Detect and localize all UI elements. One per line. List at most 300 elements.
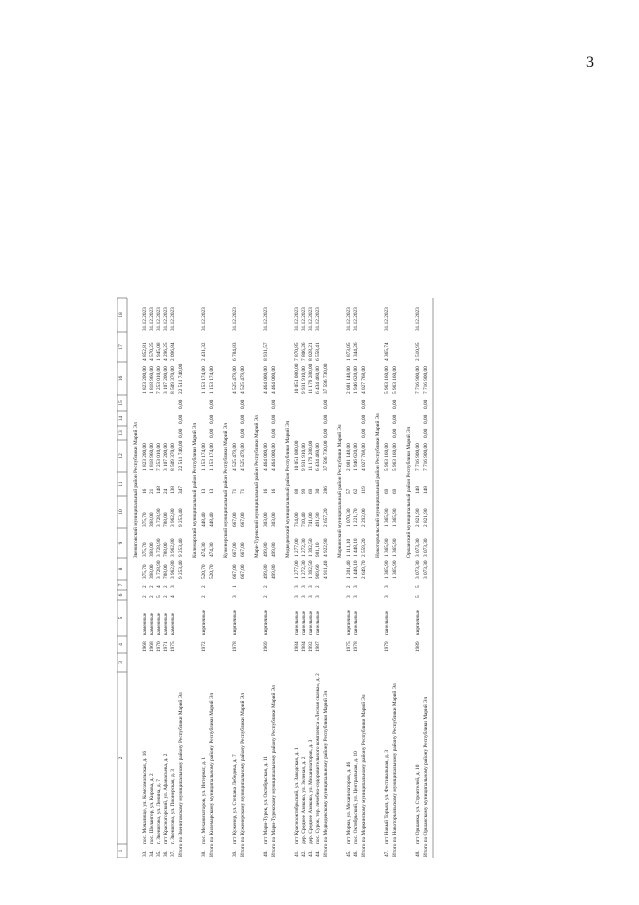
- column-header: 8: [118, 567, 124, 571]
- row-address: пгт Оршанка, ул. Строителей, д. 10: [415, 764, 421, 844]
- row-floors: 3: [294, 595, 300, 598]
- total-area: 667,00: [240, 564, 246, 579]
- row-entrances: 2: [315, 585, 321, 588]
- total-cost: 4 027 768,00: [361, 443, 367, 471]
- column-header: 3: [118, 661, 124, 664]
- row-floors: 3: [384, 595, 390, 598]
- column-header: 4: [118, 643, 124, 646]
- row-unit-cost: 4 296,25: [163, 342, 169, 361]
- row-deadline: 31.12.2023: [308, 307, 314, 331]
- row-cost-regional: 6 434 460,00: [315, 366, 321, 394]
- total-zero: 0,00: [209, 414, 215, 424]
- row-unit-cost: 4 365,74: [384, 342, 390, 361]
- row-area-residential: 3 962,80: [170, 508, 176, 527]
- row-number: 33.: [142, 850, 148, 857]
- row-entrances: 2: [149, 585, 155, 588]
- row-floors: 2: [263, 595, 269, 598]
- total-residents: 148: [423, 486, 429, 494]
- row-deadline: 31.12.2023: [315, 307, 321, 331]
- row-entrances: 5: [415, 585, 421, 588]
- column-header: 9: [118, 541, 124, 545]
- total-zero: 0,00: [323, 428, 329, 438]
- row-floors: 3: [346, 595, 352, 598]
- row-total-area: 667,00: [232, 564, 238, 579]
- row-wall-material: панельные: [384, 610, 390, 635]
- row-floors: 3: [353, 595, 359, 598]
- row-unit-cost: 4 852,81: [142, 342, 148, 361]
- total-zero: 0,00: [178, 414, 184, 424]
- row-total-area: 1 448,10: [353, 560, 359, 579]
- row-number: 43.: [308, 850, 314, 857]
- row-year: 1992: [308, 641, 314, 652]
- row-wall-material: кирпичные: [232, 609, 238, 635]
- column-header: 7: [118, 583, 124, 587]
- row-address: пгт Красногорский, ул. Афанасьева, д. 2: [163, 753, 169, 844]
- row-cost: 11 179 280,00: [308, 440, 314, 471]
- row-number: 34.: [149, 850, 155, 857]
- row-wall-material: панельные: [315, 610, 321, 635]
- row-residents: 30: [315, 488, 321, 494]
- row-address: пгт Мари-Турек, ул. Октябрьская, д. 11: [263, 756, 269, 844]
- row-cost-regional: 10 051 080,00: [294, 363, 300, 394]
- total-residents: 69: [392, 488, 398, 494]
- region-heading: Новоторъяльский муниципальный район Республики Марий Эл: [375, 413, 381, 558]
- total-residents: 286: [323, 486, 329, 494]
- total-zero: 0,00: [392, 414, 398, 424]
- row-unit-cost: 4 570,25: [149, 342, 155, 361]
- row-deadline: 31.12.2023: [294, 307, 300, 331]
- row-residents: 138: [170, 486, 176, 494]
- row-year: 1975: [346, 641, 352, 652]
- row-entrances: 3: [384, 585, 390, 588]
- total-cost: 7 716 900,00: [423, 443, 429, 471]
- rotated-table: [117, 70, 517, 858]
- row-cost: 7 716 900,00: [415, 443, 421, 471]
- column-header: 18: [118, 312, 124, 318]
- total-cost: 4 464 000,00: [271, 443, 277, 471]
- row-deadline: 31.12.2023: [353, 307, 359, 331]
- row-area-residential: 303,00: [263, 512, 269, 527]
- total-label: Итого по Звениговскому муниципальному району Республики Марий Эл: [178, 692, 184, 857]
- row-wall-material: каменные: [149, 612, 155, 635]
- row-wall-material: панельные: [294, 610, 300, 635]
- row-wall-material: панельные: [308, 610, 314, 635]
- row-area-premises: 788,00: [163, 542, 169, 557]
- total-area-residential: 2 657,20: [323, 508, 329, 527]
- row-total-area: 3 728,90: [156, 560, 162, 579]
- row-number: 46.: [353, 850, 359, 857]
- total-cost-regional: 5 963 160,00: [392, 366, 398, 394]
- row-residents: 13: [201, 488, 207, 494]
- total-zero: 0,00: [423, 428, 429, 438]
- column-header: 11: [118, 481, 124, 487]
- total-area: 2 649,70: [361, 560, 367, 579]
- row-number: 47.: [384, 850, 390, 857]
- total-area-residential: 9 253,40: [178, 508, 184, 527]
- row-unit-cost: 8 931,57: [263, 342, 269, 361]
- row-total-area: 1 201,40: [346, 560, 352, 579]
- row-area-residential: 1 070,30: [346, 508, 352, 527]
- column-header: 6: [118, 593, 124, 597]
- row-address: пос. Механизаторов, ул. Интернат, д. 1: [201, 756, 207, 844]
- row-address: пгт Куженер, ул. Степана Лебедева, д. 7: [232, 754, 238, 844]
- row-year: 1968: [149, 641, 155, 652]
- row-wall-material: кирпичные: [201, 609, 207, 635]
- row-number: 41.: [294, 850, 300, 857]
- row-cost-regional: 11 179 280,00: [308, 363, 314, 394]
- row-area-premises: 1 365,90: [384, 538, 390, 557]
- row-wall-material: каменные: [156, 612, 162, 635]
- row-deadline: 31.12.2023: [163, 307, 169, 331]
- row-unit-cost: 8 028,21: [308, 342, 314, 361]
- row-residents: 62: [353, 488, 359, 494]
- row-total-area: 398,00: [149, 564, 155, 579]
- row-area-premises: 375,70: [142, 542, 148, 557]
- row-year: 1970: [156, 641, 162, 652]
- row-total-area: 969,60: [315, 564, 321, 579]
- row-area-premises: 3 728,90: [156, 538, 162, 557]
- row-year: 1968: [142, 641, 148, 652]
- total-cost-regional: 37 596 730,00: [323, 363, 329, 394]
- row-deadline: 31.12.2023: [415, 307, 421, 331]
- column-header: 1: [118, 849, 124, 853]
- page-number: 3: [586, 54, 594, 71]
- row-area-residential: 3 728,90: [156, 508, 162, 527]
- row-area-premises: 1 448,10: [353, 538, 359, 557]
- row-residents: 57: [346, 488, 352, 494]
- row-year: 1979: [384, 641, 390, 652]
- row-area-premises: 499,80: [263, 542, 269, 557]
- row-number: 35.: [156, 850, 162, 857]
- row-entrances: 3: [308, 585, 314, 588]
- row-wall-material: панельные: [301, 610, 307, 635]
- total-label: Итого по Мари-Турекскому муниципальному району Республики Марий Эл: [271, 685, 277, 857]
- row-residents: 148: [156, 486, 162, 494]
- row-address: пгт Морки, ул. Механизаторов, д. 46: [346, 761, 352, 844]
- row-cost-regional: 8 509 370,00: [170, 366, 176, 394]
- row-deadline: 31.12.2023: [149, 307, 155, 331]
- total-zero: 0,00: [209, 428, 215, 438]
- row-entrances: 3: [294, 585, 300, 588]
- row-deadline: 31.12.2023: [384, 307, 390, 331]
- row-cost: 10 051 080,00: [294, 440, 300, 471]
- row-area-residential: 710,40: [301, 512, 307, 527]
- total-label: Итого по Новоторъяльскому муниципальному району Республики Марий Эл: [392, 683, 398, 857]
- row-area-premises: 474,30: [201, 542, 207, 557]
- total-zero: 0,00: [209, 399, 215, 409]
- row-area-premises: 1 392,50: [308, 538, 314, 557]
- row-area-residential: 714,00: [294, 512, 300, 527]
- total-area: 1 365,90: [392, 560, 398, 579]
- total-area-premises: 2 559,20: [361, 538, 367, 557]
- row-cost: 7 253 010,00: [156, 443, 162, 471]
- total-cost-regional: 1 153 174,00: [209, 366, 215, 394]
- row-entrances: 3: [301, 585, 307, 588]
- row-unit-cost: 2 510,95: [415, 342, 421, 361]
- row-residents: 71: [232, 488, 238, 494]
- total-label: Итого по Оршанскому муниципальному району Республики Марий Эл: [423, 696, 429, 857]
- row-cost-regional: 1 153 174,00: [201, 366, 207, 394]
- total-area-residential: 2 292,00: [361, 508, 367, 527]
- row-residents: 24: [163, 488, 169, 494]
- total-cost-regional: 7 716 900,00: [423, 366, 429, 394]
- row-residents: 69: [384, 488, 390, 494]
- total-area-premises: 474,30: [209, 542, 215, 557]
- row-number: 44.: [315, 850, 321, 857]
- total-zero: 0,00: [392, 428, 398, 438]
- total-residents: 16: [271, 488, 277, 494]
- row-total-area: 499,80: [263, 564, 269, 579]
- row-floors: 5: [415, 595, 421, 598]
- total-label: Итого по Моркинскому муниципальному району Республики Марий Эл: [361, 694, 367, 857]
- row-floors: 5: [156, 595, 162, 598]
- total-zero: 0,00: [240, 399, 246, 409]
- total-label: Итого по Килемарскому муниципальному району Республики Марий Эл: [209, 692, 215, 857]
- row-cost-regional: 9 931 910,00: [301, 366, 307, 394]
- row-number: 39.: [232, 850, 238, 857]
- row-number: 38.: [201, 850, 207, 857]
- row-deadline: 31.12.2023: [263, 307, 269, 331]
- row-address: пос. Шелангер, ул. Кирова, д. 2: [149, 773, 155, 844]
- row-area-premises: 1 272,30: [301, 538, 307, 557]
- row-floors: 3: [232, 595, 238, 598]
- total-label: Итого по Куженерскому муниципальному району Республики Марий Эл: [240, 693, 246, 857]
- row-area-residential: 375,70: [142, 512, 148, 527]
- region-heading: Мари-Турекский муниципальный район Республики Марий Эл: [254, 415, 260, 558]
- row-unit-cost: 1 344,26: [353, 342, 359, 361]
- total-cost: 37 596 730,00: [323, 440, 329, 471]
- row-address: дер. Среднее Азяково, ул. Зеленая, д. 2: [301, 756, 307, 844]
- row-floors: 4: [170, 595, 176, 598]
- row-year: 1978: [232, 641, 238, 652]
- row-floors: 2: [163, 595, 169, 598]
- row-deadline: 31.12.2023: [232, 307, 238, 331]
- row-area-premises: 3 962,80: [170, 538, 176, 557]
- row-year: 1975: [170, 641, 176, 652]
- total-cost-regional: 4 027 768,00: [361, 366, 367, 394]
- row-entrances: 2: [263, 585, 269, 588]
- total-zero: 0,00: [361, 399, 367, 409]
- row-address: г. Звенигово, ул. Ленина, д. 7: [156, 779, 162, 844]
- row-entrances: 1: [232, 585, 238, 588]
- total-zero: 0,00: [178, 428, 184, 438]
- row-cost: 8 509 370,00: [170, 443, 176, 471]
- row-deadline: 31.12.2023: [201, 307, 207, 331]
- row-cost-regional: 7 253 010,00: [156, 366, 162, 394]
- column-header: 14: [118, 415, 124, 422]
- column-header: 17: [118, 344, 124, 350]
- total-area-residential: 448,40: [209, 512, 215, 527]
- total-residents: 13: [209, 488, 215, 494]
- row-residents: 88: [294, 488, 300, 494]
- total-cost-regional: 22 511 740,00: [178, 363, 184, 394]
- total-cost: 22 511 740,00: [178, 440, 184, 471]
- row-year: 1971: [163, 641, 169, 652]
- total-area-residential: 667,00: [240, 512, 246, 527]
- row-cost-regional: 1 946 620,00: [353, 366, 359, 394]
- row-unit-cost: 1 945,08: [156, 342, 162, 361]
- row-year: 1969: [263, 641, 269, 652]
- row-number: 45.: [346, 850, 352, 857]
- row-year: 1984: [301, 641, 307, 652]
- row-cost-regional: 4 525 479,00: [232, 366, 238, 394]
- total-area-residential: 2 821,90: [423, 508, 429, 527]
- region-heading: Куженерский муниципальный район Республики Марий Эл: [223, 423, 229, 558]
- total-zero: 0,00: [323, 414, 329, 424]
- row-floors: 2: [142, 595, 148, 598]
- row-year: 1987: [315, 641, 321, 652]
- row-cost-regional: 2 081 148,00: [346, 366, 352, 394]
- row-floors: 2: [201, 595, 207, 598]
- row-area-residential: 491,90: [315, 512, 321, 527]
- total-zero: 0,00: [323, 399, 329, 409]
- row-area-residential: 448,40: [201, 512, 207, 527]
- total-area: 4 911,40: [323, 560, 329, 579]
- row-year: 1989: [415, 641, 421, 652]
- total-zero: 0,00: [271, 399, 277, 409]
- row-area-residential: 667,00: [232, 512, 238, 527]
- row-cost-regional: 3 107 200,00: [163, 366, 169, 394]
- total-zero: 0,00: [361, 428, 367, 438]
- row-total-area: 1 277,00: [294, 560, 300, 579]
- row-entrances: 4: [156, 585, 162, 588]
- row-area-residential: 1 221,70: [353, 508, 359, 527]
- region-heading: Звениговский муниципальный район Республики Марий Эл: [133, 422, 139, 558]
- row-address: г. Звенигово, ул. Пионерская, д. 3: [170, 769, 176, 844]
- total-cost-regional: 4 464 000,00: [271, 366, 277, 394]
- row-year: 1972: [201, 641, 207, 652]
- row-area-residential: 398,00: [149, 512, 155, 527]
- row-area-premises: 398,00: [149, 542, 155, 557]
- row-area-premises: 667,00: [232, 542, 238, 557]
- row-unit-cost: 1 873,05: [346, 342, 352, 361]
- row-total-area: 788,00: [163, 564, 169, 579]
- column-header: 10: [118, 509, 124, 515]
- region-heading: Оршанский муниципальный район Республики Марий Эл: [406, 426, 412, 558]
- row-address: пгт Новый Торъял, ул. Фестивальная, д. 3: [384, 750, 390, 844]
- row-area-premises: 1 277,00: [294, 538, 300, 557]
- row-floors: 3: [308, 595, 314, 598]
- column-header: 13: [118, 430, 124, 436]
- row-cost-regional: 1 818 960,00: [149, 366, 155, 394]
- total-residents: 119: [361, 486, 367, 494]
- row-cost: 1 153 174,00: [201, 443, 207, 471]
- total-zero: 0,00: [271, 414, 277, 424]
- row-cost: 3 107 200,00: [163, 443, 169, 471]
- row-year: 1978: [353, 641, 359, 652]
- total-zero: 0,00: [240, 428, 246, 438]
- region-heading: Килемарский муниципальный район Республики Марий Эл: [192, 422, 198, 558]
- row-cost-regional: 1 823 200,00: [142, 366, 148, 394]
- row-floors: 2: [149, 595, 155, 598]
- row-wall-material: каменные: [163, 612, 169, 635]
- row-address: дер. Среднее Азяково, ул. Механизаторов, д. 3: [308, 739, 314, 844]
- row-deadline: 31.12.2023: [301, 307, 307, 331]
- row-deadline: 31.12.2023: [346, 307, 352, 331]
- row-wall-material: кирпичные: [263, 609, 269, 635]
- total-area-premises: 1 365,90: [392, 538, 398, 557]
- row-cost: 1 818 960,00: [149, 443, 155, 471]
- row-deadline: 31.12.2023: [142, 307, 148, 331]
- column-header: 16: [118, 375, 124, 382]
- row-wall-material: кирпичные: [346, 609, 352, 635]
- region-heading: Медведевский муниципальный район Республики Марий Эл: [285, 420, 291, 558]
- total-area: 9 253,40: [178, 560, 184, 579]
- total-area: 3 073,30: [423, 560, 429, 579]
- total-label: Итого по Медведевскому муниципальному району Республики Марий Эл: [323, 690, 329, 857]
- total-zero: 0,00: [423, 414, 429, 424]
- row-address: пос. Сурок, тер. лечебно-оздоровительного комплекса «Лесная сказка», д. 2: [315, 673, 321, 844]
- total-area-premises: 499,80: [271, 542, 277, 557]
- row-year: 1984: [294, 641, 300, 652]
- row-unit-cost: 6 784,83: [232, 342, 238, 361]
- row-deadline: 31.12.2023: [156, 307, 162, 331]
- column-header: 5: [118, 616, 124, 620]
- row-cost: 9 931 910,00: [301, 443, 307, 471]
- row-total-area: 3 962,80: [170, 560, 176, 579]
- row-deadline: 31.12.2023: [170, 307, 176, 331]
- row-entrances: 2: [201, 585, 207, 588]
- row-cost: 4 525 479,00: [232, 443, 238, 471]
- row-area-residential: 1 365,90: [384, 508, 390, 527]
- row-residents: 99: [301, 488, 307, 494]
- total-zero: 0,00: [392, 399, 398, 409]
- row-number: 42.: [301, 850, 307, 857]
- total-area-premises: 9 253,40: [178, 538, 184, 557]
- row-entrances: 2: [142, 585, 148, 588]
- row-residents: 69: [308, 488, 314, 494]
- row-wall-material: каменные: [170, 612, 176, 635]
- row-number: 36.: [163, 850, 169, 857]
- total-area: 499,80: [271, 564, 277, 579]
- row-residents: 16: [142, 488, 148, 494]
- row-cost: 4 464 000,00: [263, 443, 269, 471]
- row-address: пос. Октябрьский, ул. Центральная, д. 10: [353, 751, 359, 844]
- total-cost: 1 153 174,00: [209, 443, 215, 471]
- row-entrances: 3: [170, 585, 176, 588]
- column-header: 12: [118, 453, 124, 459]
- row-floors: 3: [301, 595, 307, 598]
- row-cost: 5 963 160,00: [384, 443, 390, 471]
- total-residents: 71: [240, 488, 246, 494]
- row-cost: 2 081 148,00: [346, 443, 352, 471]
- total-area-premises: 3 073,30: [423, 538, 429, 557]
- row-entrances: 2: [346, 585, 352, 588]
- total-cost-regional: 4 525 479,00: [240, 366, 246, 394]
- row-area-premises: 1 111,10: [346, 538, 352, 557]
- row-total-area: 1 272,30: [301, 560, 307, 579]
- row-unit-cost: 2 096,84: [170, 342, 176, 361]
- total-zero: 0,00: [178, 399, 184, 409]
- row-area-residential: 2 821,90: [415, 508, 421, 527]
- column-header: 15: [118, 400, 124, 406]
- row-number: 40.: [263, 850, 269, 857]
- row-address: пгт Краснооктябрьский, ул. Заводская, д. 1: [294, 747, 300, 844]
- total-zero: 0,00: [361, 414, 367, 424]
- row-unit-cost: 7 806,26: [301, 342, 307, 361]
- total-area: 520,70: [209, 564, 215, 579]
- total-zero: 0,00: [240, 414, 246, 424]
- row-area-premises: 981,10: [315, 542, 321, 557]
- row-unit-cost: 6 558,41: [315, 342, 321, 361]
- row-floors: 3: [315, 595, 321, 598]
- row-total-area: 3 073,30: [415, 560, 421, 579]
- row-area-residential: 741,00: [308, 512, 314, 527]
- row-number: 48.: [415, 850, 421, 857]
- row-cost: 1 946 620,00: [353, 443, 359, 471]
- total-cost: 4 525 479,00: [240, 443, 246, 471]
- row-residents: 16: [263, 488, 269, 494]
